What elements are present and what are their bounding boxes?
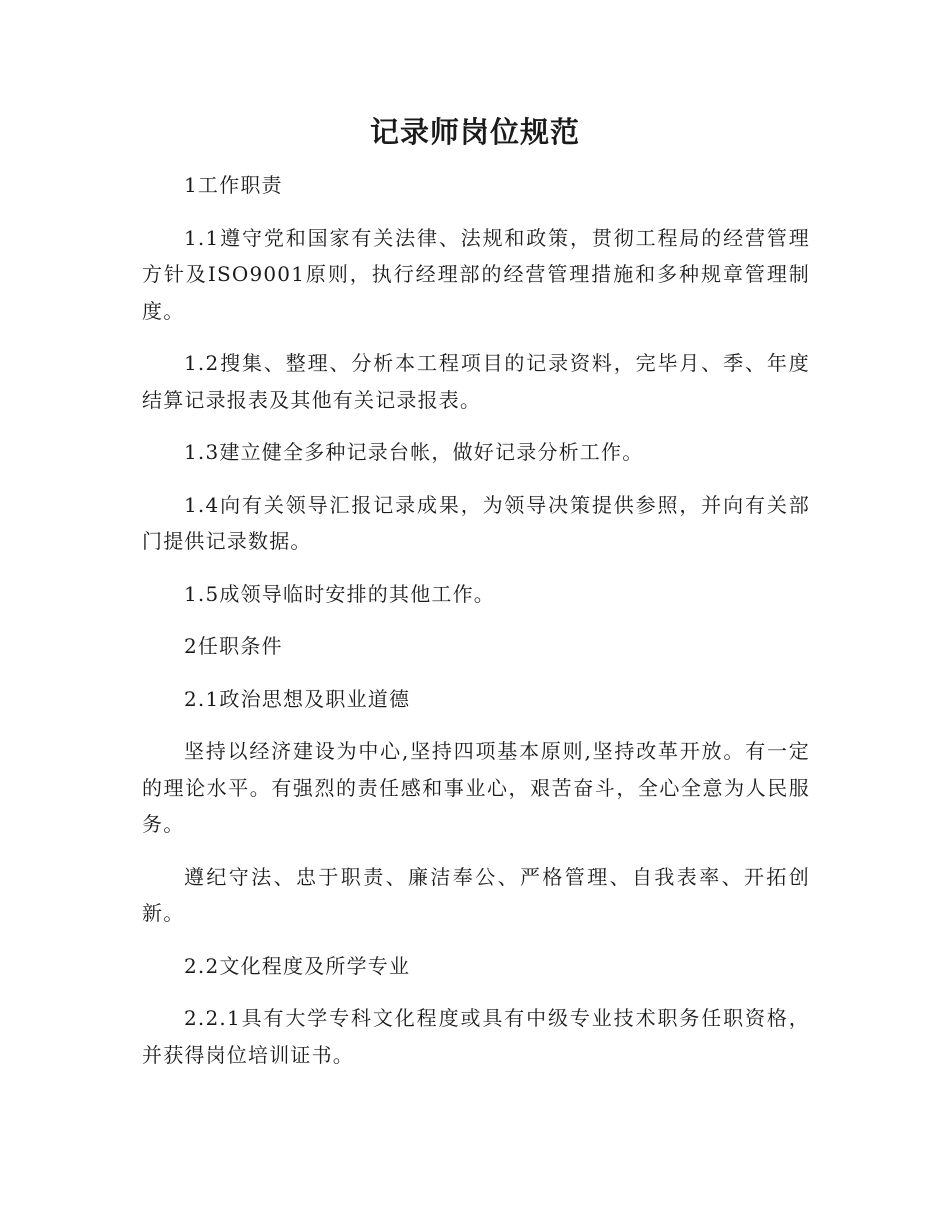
- paragraph-ideology: 坚持以经济建设为中心,坚持四项基本原则,坚持改革开放。有一定的理论水平。有强烈的责任感和事业心，艰苦奋斗，全心全意为人民服务。: [142, 739, 810, 836]
- subheading-2-1: 2.1政治思想及职业道德: [184, 686, 411, 711]
- document-title: 记录师岗位规范: [369, 115, 580, 149]
- paragraph-ethics: 遵纪守法、忠于职责、廉洁奉公、严格管理、自我表率、开拓创新。: [142, 864, 810, 925]
- document-body: [142, 167, 810, 1089]
- subheading-2-2: 2.2文化程度及所学专业: [184, 953, 411, 978]
- paragraph-1-3: 1.3建立健全多种记录台帐，做好记录分析工作。: [184, 440, 644, 464]
- paragraph-1-1: 1.1遵守党和国家有关法律、法规和政策，贯彻工程局的经营管理方针及ISO9001原则，执行经理部的经营管理措施和多种规章管理制度。: [142, 225, 810, 323]
- section-heading-qualifications: 2任职条件: [184, 634, 283, 658]
- paragraph-1-5: 1.5成领导临时安排的其他工作。: [184, 581, 496, 606]
- paragraph-1-2: 1.2搜集、整理、分析本工程项目的记录资料，完毕月、季、年度结算记录报表及其他有关记录报表。: [142, 351, 810, 412]
- paragraph-2-2-1: 2.2.1具有大学专科文化程度或具有中级专业技术职务任职资格，并获得岗位培训证书。: [142, 1006, 810, 1067]
- section-heading-duties: 1工作职责: [184, 173, 283, 197]
- paragraph-1-4: 1.4向有关领导汇报记录成果，为领导决策提供参照，并向有关部门提供记录数据。: [142, 492, 810, 553]
